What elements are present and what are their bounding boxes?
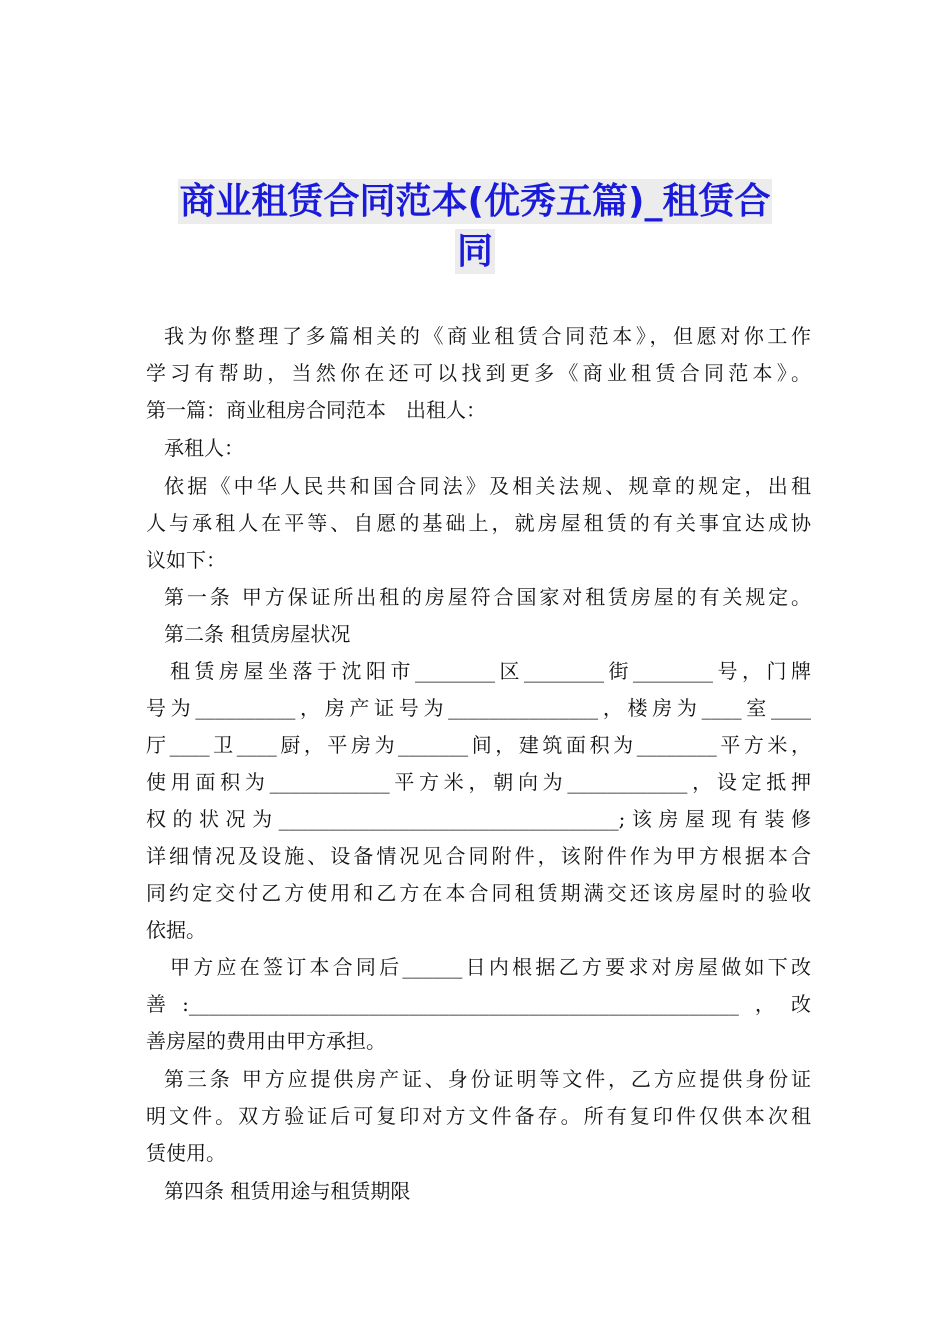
paragraph-line: 善:_______________________________________________________，改 — [146, 992, 811, 1016]
paragraph-line: 甲方应在签订本合同后______日内根据乙方要求对房屋做如下改 — [170, 955, 811, 979]
document-title-line-2: 同 — [456, 231, 493, 272]
article-heading-line: 第二条 租赁房屋状况 — [164, 622, 351, 646]
paragraph-line: 学习有帮助，当然你在还可以找到更多《商业租赁合同范本》。 — [146, 361, 811, 385]
paragraph-line: 权的状况为__________________________________;该房屋现有装修 — [146, 807, 811, 831]
paragraph-line: 依据《中华人民共和国合同法》及相关法规、规章的规定，出租 — [164, 474, 811, 498]
paragraph-line: 人与承租人在平等、自愿的基础上，就房屋租赁的有关事宜达成协 — [146, 511, 811, 535]
article-line: 第一条 甲方保证所出租的房屋符合国家对租赁房屋的有关规定。 — [164, 585, 811, 609]
section-heading-line: 第一篇：商业租房合同范本 出租人： — [146, 398, 486, 422]
paragraph-line: 赁使用。 — [146, 1141, 226, 1165]
paragraph-line: 号为__________，房产证号为_______________，楼房为____室____ — [146, 696, 811, 720]
paragraph-line: 议如下： — [146, 548, 226, 572]
article-line: 第三条 甲方应提供房产证、身份证明等文件，乙方应提供身份证 — [164, 1067, 811, 1091]
paragraph-line: 使用面积为____________平方米，朝向为____________，设定抵押 — [146, 770, 811, 794]
paragraph-line: 租赁房屋坐落于沈阳市________区________街________号，门牌 — [170, 659, 811, 683]
paragraph-line: 厅____卫____厨，平房为_______间，建筑面积为________平方米， — [146, 733, 811, 757]
paragraph-line: 承租人： — [164, 436, 244, 460]
paragraph-line: 同约定交付乙方使用和乙方在本合同租赁期满交还该房屋时的验收 — [146, 881, 811, 905]
article-heading-line: 第四条 租赁用途与租赁期限 — [164, 1179, 411, 1203]
document-title-line-1: 商业租赁合同范本(优秀五篇)_租赁合 — [179, 181, 771, 222]
paragraph-line: 明文件。双方验证后可复印对方文件备存。所有复印件仅供本次租 — [146, 1104, 811, 1128]
paragraph-line: 详细情况及设施、设备情况见合同附件，该附件作为甲方根据本合 — [146, 844, 811, 868]
paragraph-line: 我为你整理了多篇相关的《商业租赁合同范本》，但愿对你工作 — [164, 324, 811, 348]
paragraph-line: 依据。 — [146, 918, 206, 942]
paragraph-line: 善房屋的费用由甲方承担。 — [146, 1029, 386, 1053]
